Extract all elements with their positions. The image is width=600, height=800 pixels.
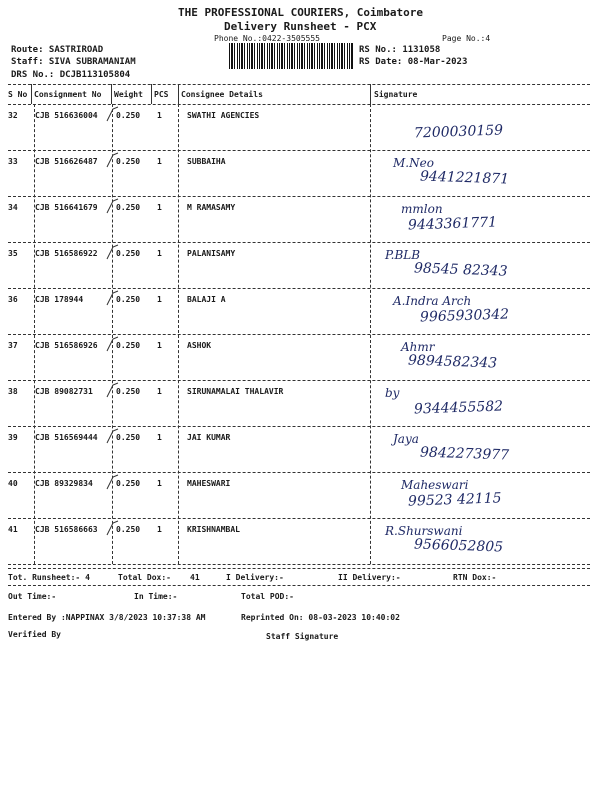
company-name: THE PROFESSIONAL COURIERS, Coimbatore	[178, 6, 424, 19]
row-weight: 0.250	[116, 203, 141, 212]
row-divider	[8, 518, 590, 519]
row-signature-name: Maheswari	[401, 478, 469, 492]
row-signature-phone: 9842273977	[419, 444, 510, 464]
col-sno: S No	[8, 90, 28, 99]
ii-delivery: II Delivery:-	[338, 573, 401, 582]
row-divider	[8, 288, 590, 289]
row-consignment-no: CJB 516636004	[35, 111, 98, 120]
row-signature-name: M.Neo	[393, 156, 434, 170]
footer-mid-rule	[8, 585, 590, 586]
row-signature-phone: 9441221871	[419, 168, 510, 188]
total-dox-value: 41	[190, 573, 200, 582]
route: Route: SASTRIROAD	[11, 45, 104, 55]
row-consignment-no: CJB 89082731	[35, 387, 93, 396]
row-pcs: 1	[157, 525, 162, 534]
row-signature-name: Jaya	[393, 432, 419, 446]
row-signature-name: mmlon	[401, 202, 443, 216]
tick-mark-icon	[105, 381, 119, 399]
phone-number: Phone No.:0422-3505555	[214, 34, 320, 43]
i-delivery: I Delivery:-	[226, 573, 284, 582]
row-signature-name: A.Indra Arch	[393, 294, 472, 308]
row-consignee: ASHOK	[187, 341, 212, 350]
total-dox-label: Total Dox:-	[118, 573, 171, 582]
rs-date: RS Date: 08-Mar-2023	[359, 57, 468, 67]
row-consignee: SUBBAIHA	[187, 157, 226, 166]
row-sno: 36	[8, 295, 18, 304]
tick-mark-icon	[105, 151, 119, 169]
tot-runsheet: Tot. Runsheet:- 4	[8, 573, 90, 582]
col-consignee: Consignee Details	[181, 90, 263, 99]
row-divider	[8, 196, 590, 197]
row-sno: 33	[8, 157, 18, 166]
verified-by: Verified By	[8, 630, 61, 639]
row-consignment-no: CJB 516586922	[35, 249, 98, 258]
col-divider	[370, 84, 371, 104]
row-consignment-no: CJB 516586926	[35, 341, 98, 350]
row-signature-phone: 98545 82343	[413, 260, 508, 280]
tick-mark-icon	[105, 105, 119, 123]
tick-mark-icon	[105, 427, 119, 445]
row-sno: 40	[8, 479, 18, 488]
col-pcs: PCS	[154, 90, 169, 99]
row-signature-name: Ahmr	[401, 340, 435, 354]
row-sno: 37	[8, 341, 18, 350]
row-pcs: 1	[157, 203, 162, 212]
tick-mark-icon	[105, 519, 119, 537]
row-consignment-no: CJB 516569444	[35, 433, 98, 442]
row-weight: 0.250	[116, 111, 141, 120]
row-signature-phone: 7200030159	[413, 122, 504, 142]
in-time: In Time:-	[134, 592, 178, 601]
header-bottom-rule	[8, 104, 590, 105]
row-consignment-no: CJB 89329834	[35, 479, 93, 488]
row-weight: 0.250	[116, 157, 141, 166]
col-signature: Signature	[374, 90, 418, 99]
row-sno: 41	[8, 525, 18, 534]
row-weight: 0.250	[116, 295, 141, 304]
row-signature-name: R.Shurswani	[385, 524, 463, 538]
row-signature-phone: 9566052805	[413, 536, 504, 556]
row-sno: 35	[8, 249, 18, 258]
staff-signature: Staff Signature	[266, 632, 339, 641]
staff: Staff: SIVA SUBRAMANIAM	[11, 57, 136, 67]
row-pcs: 1	[157, 433, 162, 442]
row-pcs: 1	[157, 387, 162, 396]
runsheet-title: Delivery Runsheet - PCX	[224, 20, 377, 33]
row-consignee: JAI KUMAR	[187, 433, 231, 442]
row-consignment-no: CJB 178944	[35, 295, 84, 304]
row-pcs: 1	[157, 157, 162, 166]
col-divider	[111, 84, 112, 104]
header-top-rule	[8, 84, 590, 85]
row-signature-phone: 99523 42115	[407, 490, 502, 510]
row-pcs: 1	[157, 479, 162, 488]
row-signature-phone: 9965930342	[419, 306, 510, 326]
footer-top-rule	[8, 568, 590, 569]
row-consignee: BALAJI A	[187, 295, 226, 304]
row-weight: 0.250	[116, 479, 141, 488]
row-divider	[8, 426, 590, 427]
row-weight: 0.250	[116, 433, 141, 442]
row-consignee: SWATHI AGENCIES	[187, 111, 260, 120]
row-signature-phone: 9894582343	[407, 352, 498, 372]
row-signature-name: by	[385, 386, 400, 400]
row-signature-name: P.BLB	[385, 248, 421, 262]
row-consignee: PALANISAMY	[187, 249, 236, 258]
row-pcs: 1	[157, 249, 162, 258]
row-consignment-no: CJB 516586663	[35, 525, 98, 534]
tick-mark-icon	[105, 289, 119, 307]
row-signature-phone: 9443361771	[407, 214, 498, 234]
col-consignment: Consignment No	[34, 90, 102, 99]
row-pcs: 1	[157, 341, 162, 350]
row-consignee: KRISHNAMBAL	[187, 525, 240, 534]
row-divider	[8, 380, 590, 381]
row-sno: 38	[8, 387, 18, 396]
tick-mark-icon	[105, 473, 119, 491]
page-number: Page No.:4	[442, 34, 491, 43]
row-sno: 34	[8, 203, 18, 212]
tick-mark-icon	[105, 335, 119, 353]
row-consignment-no: CJB 516626487	[35, 157, 98, 166]
row-signature-phone: 9344455582	[413, 398, 504, 418]
row-pcs: 1	[157, 111, 162, 120]
entered-by: Entered By :NAPPINAX 3/8/2023 10:37:38 AM	[8, 613, 206, 622]
row-pcs: 1	[157, 295, 162, 304]
barcode-image	[229, 43, 354, 69]
row-sno: 39	[8, 433, 18, 442]
rs-number: RS No.: 1131058	[359, 45, 441, 55]
row-consignee: MAHESWARI	[187, 479, 231, 488]
row-divider	[8, 242, 590, 243]
col-divider	[31, 84, 32, 104]
row-divider	[8, 472, 590, 473]
row-consignee: SIRUNAMALAI THALAVIR	[187, 387, 284, 396]
row-sno: 32	[8, 111, 18, 120]
row-weight: 0.250	[116, 525, 141, 534]
row-divider	[8, 150, 590, 151]
col-weight: Weight	[114, 90, 143, 99]
row-weight: 0.250	[116, 387, 141, 396]
rtn-dox: RTN Dox:-	[453, 573, 497, 582]
row-weight: 0.250	[116, 341, 141, 350]
drs-number: DRS No.: DCJB113105804	[11, 70, 131, 80]
row-divider	[8, 564, 590, 565]
total-pod: Total POD:-	[241, 592, 294, 601]
col-divider	[151, 84, 152, 104]
out-time: Out Time:-	[8, 592, 57, 601]
reprinted-on: Reprinted On: 08-03-2023 10:40:02	[241, 613, 400, 622]
row-divider	[8, 334, 590, 335]
tick-mark-icon	[105, 243, 119, 261]
row-consignee: M RAMASAMY	[187, 203, 236, 212]
tick-mark-icon	[105, 197, 119, 215]
row-consignment-no: CJB 516641679	[35, 203, 98, 212]
row-weight: 0.250	[116, 249, 141, 258]
col-divider	[178, 84, 179, 104]
